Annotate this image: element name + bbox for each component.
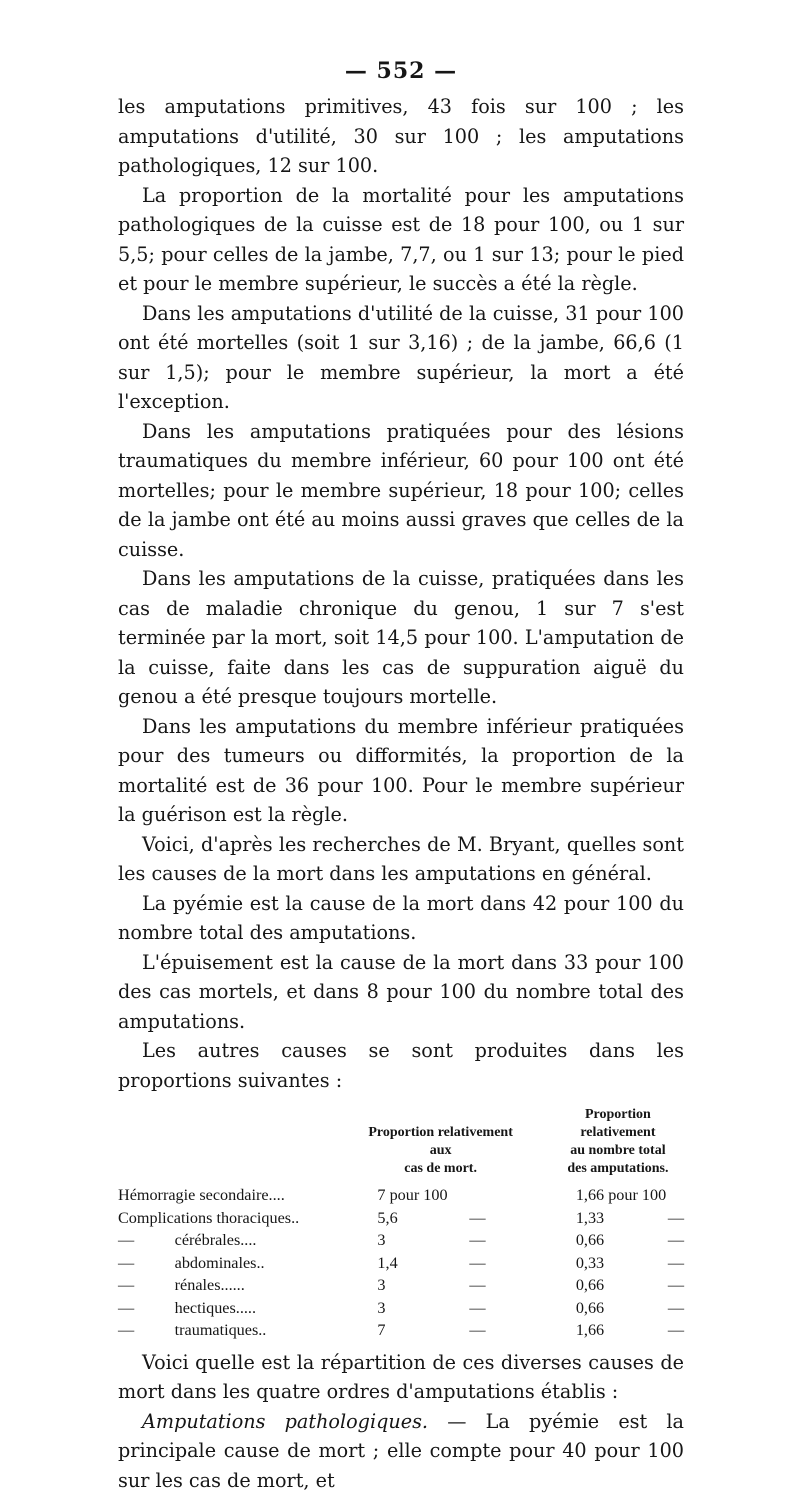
cause-cell: Hémorragie secondaire.... — [118, 1184, 329, 1207]
cause-cell: — abdominales.. — [118, 1252, 329, 1275]
mort-value: 1,4 — [377, 1252, 469, 1275]
paragraph-6: Dans les amputations du membre inférieur pratiquées pour des tumeurs ou difformités, la proportion de la mortalité est de 36 pour 100. Pour le membre supérieur la guérison est la règle. — [118, 712, 684, 830]
header-mort-line: cas de mort. — [330, 1160, 550, 1178]
table-header-row — [118, 1105, 684, 1184]
total-cell — [552, 1184, 684, 1207]
cause-cell: — hectiques..... — [118, 1297, 329, 1320]
total-cell — [552, 1297, 684, 1320]
cause-cell: — rénales...... — [118, 1274, 329, 1297]
mort-value: 5,6 — [377, 1207, 469, 1230]
total-dash: — — [668, 1231, 684, 1249]
total-cell — [552, 1252, 684, 1275]
paragraph-10: Les autres causes se sont produites dans les proportions suivantes : — [118, 1036, 684, 1095]
header-empty — [118, 1105, 329, 1184]
mort-value: 3 — [377, 1274, 469, 1297]
mort-cell — [329, 1207, 551, 1230]
paragraph-2: La proportion de la mortalité pour les amputations pathologiques de la cuisse est de 18 pour 100, ou 1 sur 5,5; pour celles de la jambe, 7,7, ou 1 sur 13; pour le pied et pour le membre supérieur, le succès a été la règle. — [118, 181, 684, 299]
table-row — [118, 1297, 684, 1320]
table-row — [118, 1274, 684, 1297]
causes-table — [118, 1105, 684, 1342]
total-cell — [552, 1229, 684, 1252]
paragraph-9: L'épuisement est la cause de la mort dans 33 pour 100 des cas mortels, et dans 8 pour 100 du nombre total des amputations. — [118, 948, 684, 1037]
header-mort-line: Proportion relativement — [330, 1124, 550, 1142]
total-value: 1,66 — [576, 1319, 668, 1342]
table-row — [118, 1207, 684, 1230]
section-paragraph — [118, 1407, 684, 1495]
total-dash: — — [668, 1299, 684, 1317]
table-row — [118, 1319, 684, 1342]
total-cell — [552, 1207, 684, 1230]
cause-cell: Complications thoraciques.. — [118, 1207, 329, 1230]
mort-cell — [329, 1184, 551, 1207]
mort-cell — [329, 1229, 551, 1252]
paragraph-7: Voici, d'après les recherches de M. Bryant, quelles sont les causes de la mort dans les amputations en général. — [118, 830, 684, 889]
header-total-line: des amputations. — [553, 1160, 683, 1178]
header-total-line: Proportion relativement — [553, 1106, 683, 1142]
paragraph-8: La pyémie est la cause de la mort dans 42 pour 100 du nombre total des amputations. — [118, 889, 684, 948]
mort-value: 7 pour 100 — [377, 1184, 469, 1207]
page-number: — 552 — — [118, 58, 684, 84]
mort-cell — [329, 1297, 551, 1320]
total-cell — [552, 1319, 684, 1342]
header-total — [552, 1105, 684, 1184]
total-value: 1,33 — [576, 1207, 668, 1230]
section-text: — La pyémie est la principale cause de mort ; elle compte pour 40 pour 100 sur les cas de mort, et — [118, 1410, 684, 1492]
paragraph-5: Dans les amputations de la cuisse, pratiquées dans les cas de maladie chronique du genou, 1 sur 7 s'est terminée par la mort, soit 14,5 pour 100. L'amputation de la cuisse, faite dans les cas de suppuration aiguë du genou a été presque toujours mortelle. — [118, 564, 684, 712]
mort-dash: — — [469, 1209, 485, 1227]
total-dash: — — [668, 1209, 684, 1227]
cause-cell: — cérébrales.... — [118, 1229, 329, 1252]
mort-cell — [329, 1274, 551, 1297]
total-value: 0,66 — [576, 1229, 668, 1252]
total-dash: — — [668, 1276, 684, 1294]
mort-cell — [329, 1252, 551, 1275]
mort-dash: — — [469, 1276, 485, 1294]
paragraph-3: Dans les amputations d'utilité de la cuisse, 31 pour 100 ont été mortelles (soit 1 sur 3,16) ; de la jambe, 66,6 (1 sur 1,5); pour le membre supérieur, la mort a été l'exception. — [118, 299, 684, 417]
mort-dash: — — [469, 1231, 485, 1249]
mort-dash: — — [469, 1299, 485, 1317]
mort-value: 3 — [377, 1297, 469, 1320]
document-page — [118, 58, 684, 1495]
mort-dash: — — [469, 1321, 485, 1339]
mort-value: 3 — [377, 1229, 469, 1252]
mort-dash: — — [469, 1254, 485, 1272]
total-value: 0,66 — [576, 1274, 668, 1297]
cause-cell: — traumatiques.. — [118, 1319, 329, 1342]
total-value: 1,66 pour 100 — [576, 1184, 668, 1207]
table-row — [118, 1184, 684, 1207]
header-mort-line: aux — [330, 1142, 550, 1160]
paragraph-after-table: Voici quelle est la répartition de ces diverses causes de mort dans les quatre ordres d'amputations établis : — [118, 1348, 684, 1407]
table-row — [118, 1229, 684, 1252]
total-value: 0,33 — [576, 1252, 668, 1275]
table-row — [118, 1252, 684, 1275]
paragraph-1: les amputations primitives, 43 fois sur 100 ; les amputations d'utilité, 30 sur 100 ; les amputations pathologiques, 12 sur 100. — [118, 92, 684, 181]
section-heading: Amputations pathologiques. — [142, 1410, 428, 1433]
header-mort — [329, 1105, 551, 1184]
mort-value: 7 — [377, 1319, 469, 1342]
total-value: 0,66 — [576, 1297, 668, 1320]
mort-cell — [329, 1319, 551, 1342]
header-total-line: au nombre total — [553, 1142, 683, 1160]
total-dash: — — [668, 1254, 684, 1272]
total-cell — [552, 1274, 684, 1297]
paragraph-4: Dans les amputations pratiquées pour des lésions traumatiques du membre inférieur, 60 pour 100 ont été mortelles; pour le membre supérieur, 18 pour 100; celles de la jambe ont été au moins aussi graves que celles de la cuisse. — [118, 417, 684, 565]
total-dash: — — [668, 1321, 684, 1339]
